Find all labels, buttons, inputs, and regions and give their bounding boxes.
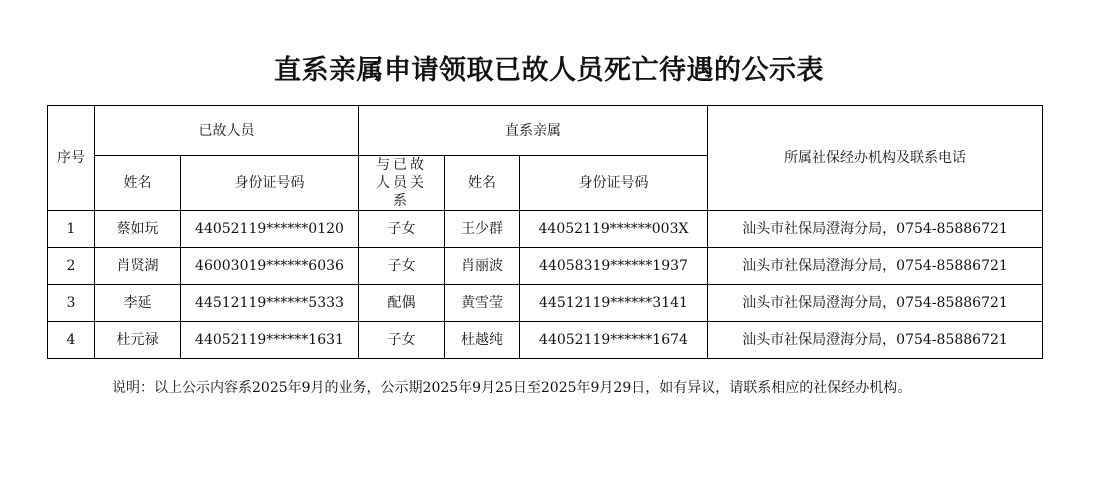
- header-row-group: [48, 106, 1043, 156]
- cell-relative-name: 杜越纯: [445, 322, 520, 359]
- cell-relation: 子女: [359, 248, 445, 285]
- header-relation-label: 与已故人员关系: [376, 157, 427, 209]
- header-relation: [359, 156, 445, 211]
- cell-agency: 汕头市社保局澄海分局，0754-85886721: [708, 285, 1043, 322]
- table-row: [48, 248, 1043, 285]
- cell-relation: 子女: [359, 211, 445, 248]
- table-row: [48, 285, 1043, 322]
- cell-deceased-id: 44052119******0120: [181, 211, 359, 248]
- header-deceased-id: 身份证号码: [181, 156, 359, 211]
- cell-relative-id: 44052119******1674: [520, 322, 708, 359]
- table-row: [48, 322, 1043, 359]
- header-seq: 序号: [48, 106, 95, 211]
- cell-deceased-name: 蔡如玩: [95, 211, 181, 248]
- table-row: [48, 211, 1043, 248]
- cell-seq: 3: [48, 285, 95, 322]
- page-title: 直系亲属申请领取已故人员死亡待遇的公示表: [274, 55, 824, 86]
- cell-agency: 汕头市社保局澄海分局，0754-85886721: [708, 322, 1043, 359]
- header-relative-id: 身份证号码: [520, 156, 708, 211]
- cell-relative-name: 肖丽波: [445, 248, 520, 285]
- cell-deceased-id: 46003019******6036: [181, 248, 359, 285]
- cell-relative-id: 44058319******1937: [520, 248, 708, 285]
- header-agency: 所属社保经办机构及联系电话: [708, 106, 1043, 211]
- cell-relative-name: 黄雪莹: [445, 285, 520, 322]
- cell-seq: 2: [48, 248, 95, 285]
- cell-seq: 1: [48, 211, 95, 248]
- cell-relative-id: 44052119******003X: [520, 211, 708, 248]
- cell-deceased-name: 肖贤湖: [95, 248, 181, 285]
- cell-relation: 子女: [359, 322, 445, 359]
- cell-relative-name: 王少群: [445, 211, 520, 248]
- cell-deceased-id: 44512119******5333: [181, 285, 359, 322]
- header-deceased-group: 已故人员: [95, 106, 359, 156]
- cell-agency: 汕头市社保局澄海分局，0754-85886721: [708, 248, 1043, 285]
- footnote: 说明：以上公示内容系2025年9月的业务，公示期2025年9月25日至2025年9月29日，如有异议，请联系相应的社保经办机构。: [112, 380, 912, 396]
- cell-relative-id: 44512119******3141: [520, 285, 708, 322]
- cell-deceased-name: 杜元禄: [95, 322, 181, 359]
- cell-relation: 配偶: [359, 285, 445, 322]
- announcement-table: [47, 105, 1043, 359]
- cell-agency: 汕头市社保局澄海分局，0754-85886721: [708, 211, 1043, 248]
- cell-seq: 4: [48, 322, 95, 359]
- header-relative-name: 姓名: [445, 156, 520, 211]
- header-relatives-group: 直系亲属: [359, 106, 708, 156]
- cell-deceased-id: 44052119******1631: [181, 322, 359, 359]
- cell-deceased-name: 李延: [95, 285, 181, 322]
- header-deceased-name: 姓名: [95, 156, 181, 211]
